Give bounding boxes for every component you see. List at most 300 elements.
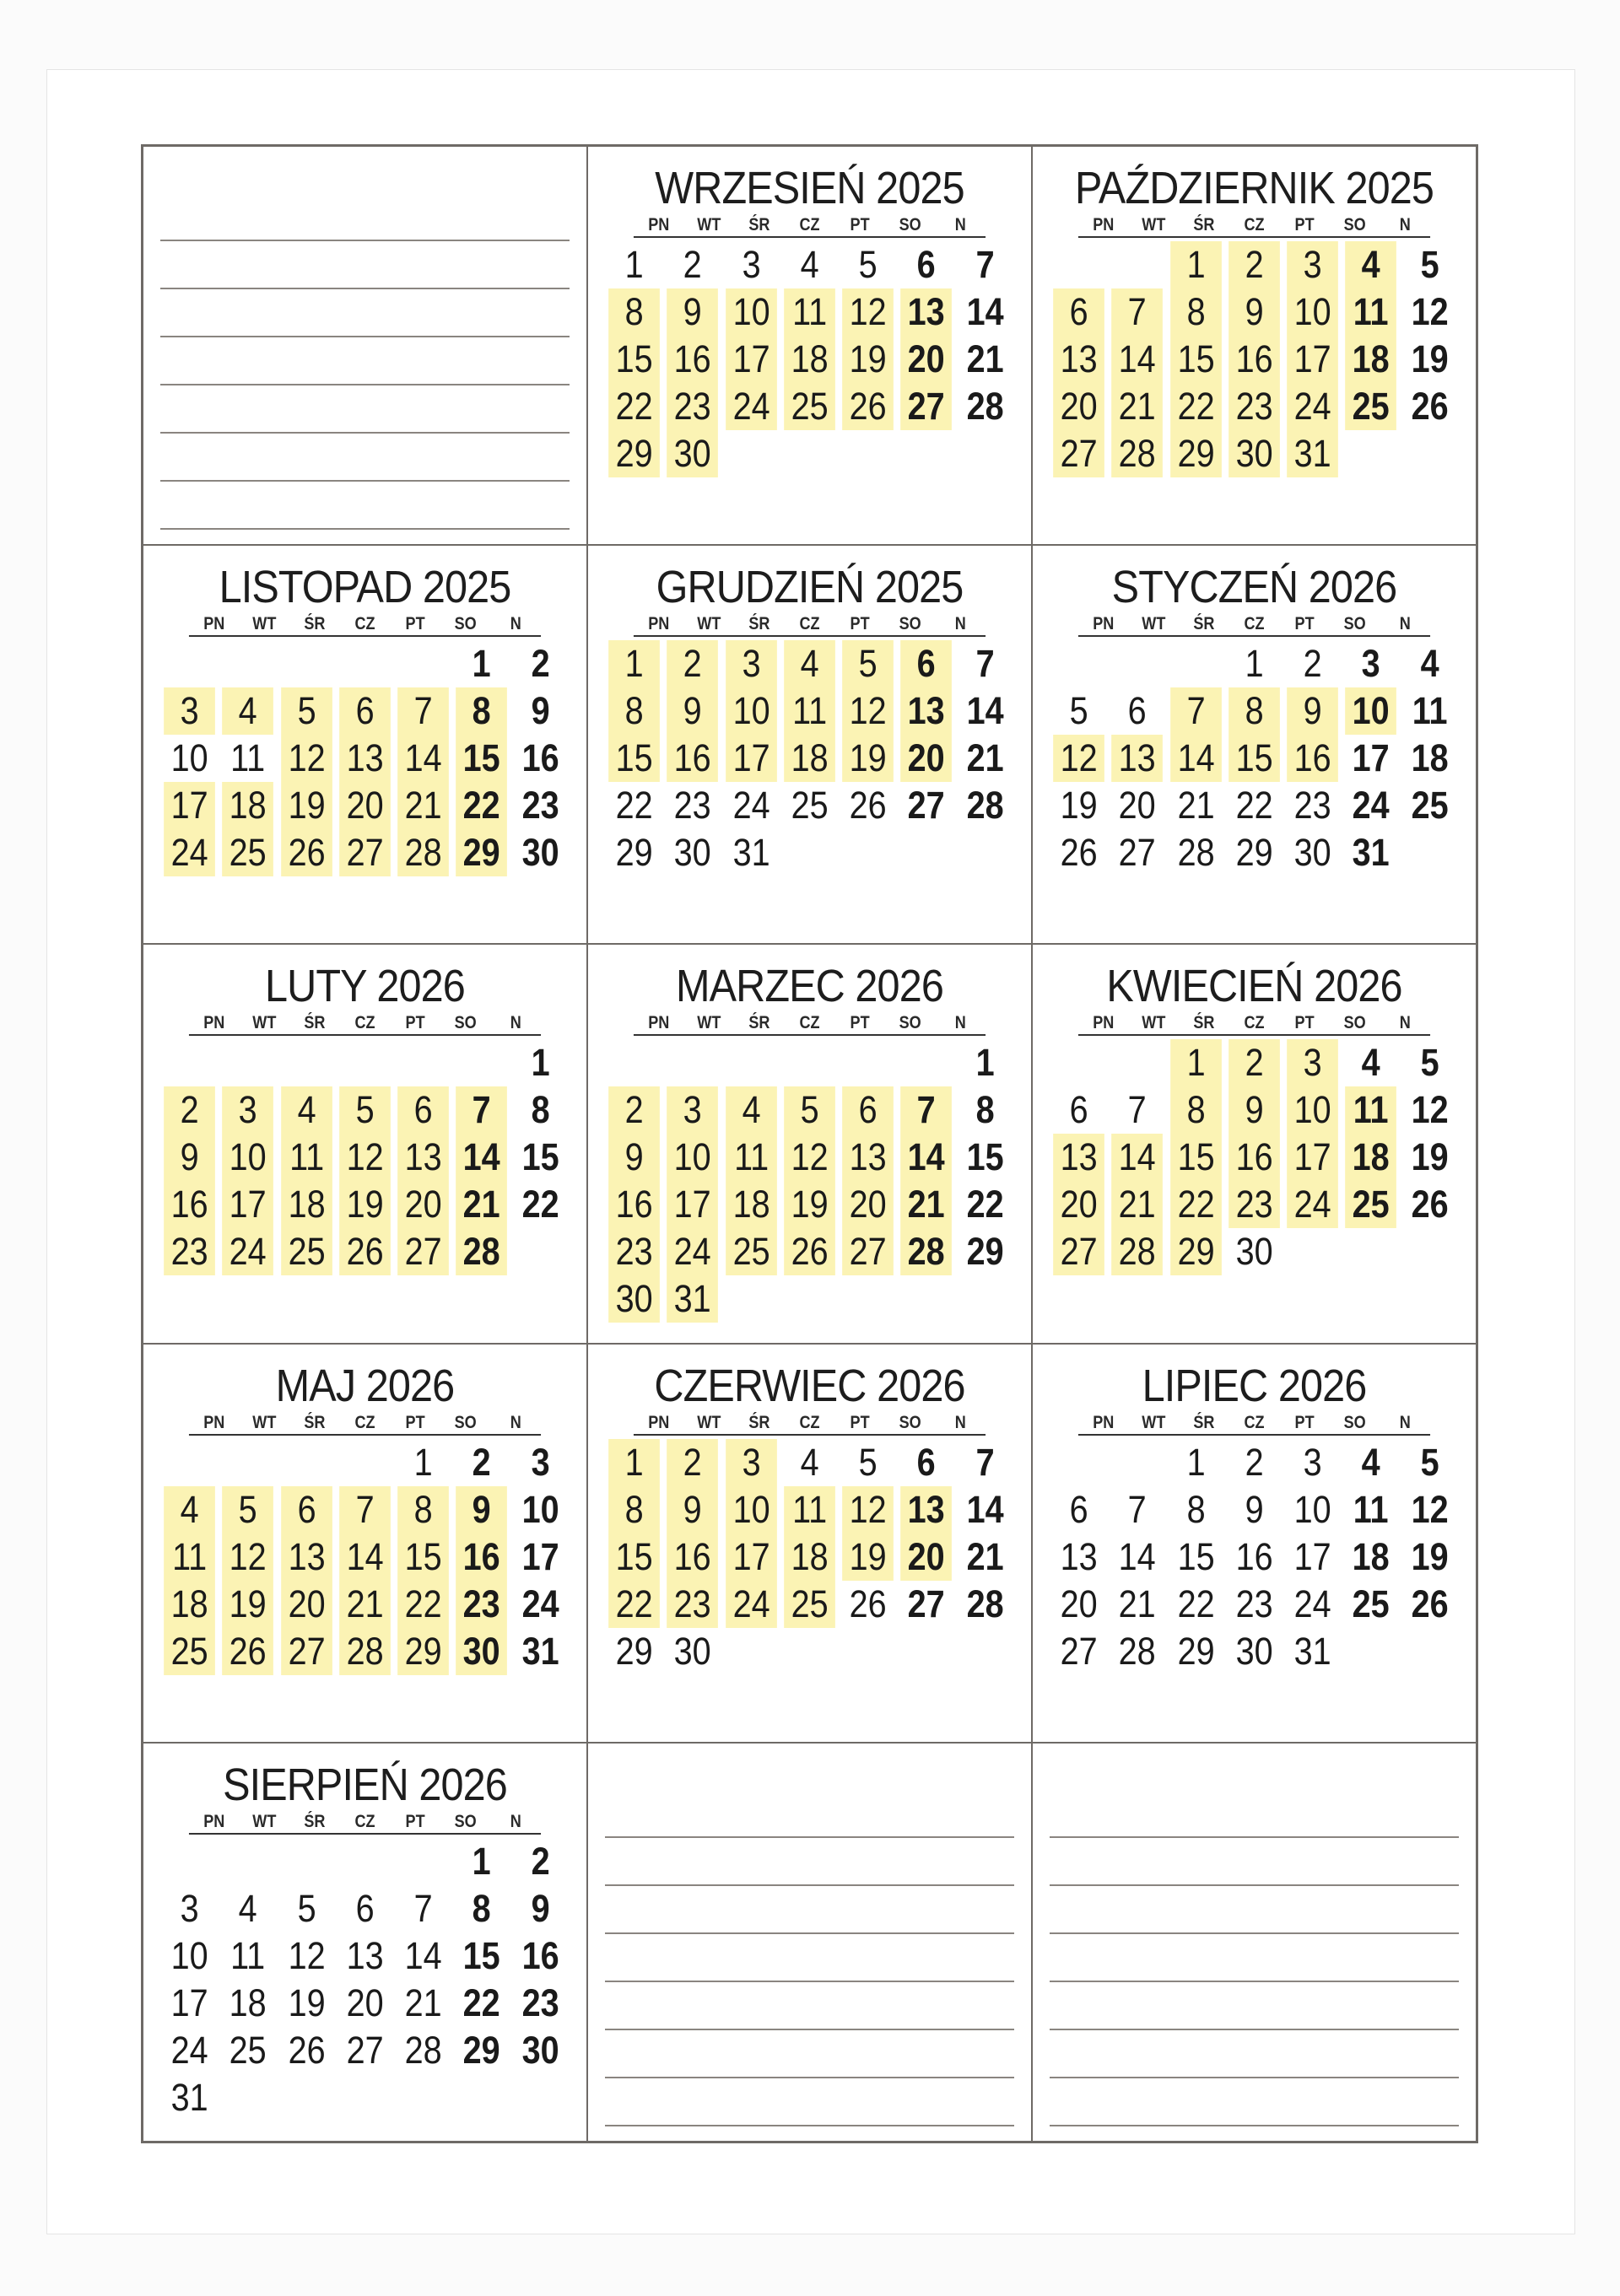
day-number: 29 (615, 831, 653, 875)
month-cell (143, 1344, 587, 1743)
day-number: 9 (667, 1486, 718, 1533)
weekday-label: N (510, 1412, 521, 1432)
day-number: 12 (222, 1533, 273, 1581)
weekday-label: WT (252, 1811, 277, 1831)
weekday-label: CZ (354, 614, 375, 634)
day-number: 3 (742, 243, 761, 286)
day-empty (784, 1039, 835, 1086)
day-number: 9 (456, 1486, 508, 1533)
month-calendar (160, 1759, 570, 2132)
day-number: 15 (608, 336, 660, 383)
day-number: 9 (1245, 1487, 1264, 1531)
day-number: 31 (1287, 430, 1338, 477)
day-number: 9 (1228, 1086, 1280, 1134)
day-empty (164, 1439, 215, 1486)
day-number: 23 (1228, 1181, 1280, 1228)
day-number: 28 (456, 1228, 508, 1275)
day-empty (222, 1439, 273, 1486)
day-number: 26 (784, 1228, 835, 1275)
day-number: 4 (726, 1086, 777, 1134)
day-empty (608, 1039, 660, 1086)
note-line (605, 1838, 1014, 1886)
month-cell (143, 1743, 587, 2142)
day-number: 20 (281, 1581, 332, 1628)
day-number: 19 (1060, 784, 1098, 827)
day-number: 17 (667, 1181, 718, 1228)
day-number: 10 (222, 1134, 273, 1181)
day-number: 13 (281, 1533, 332, 1581)
month-calendar (160, 561, 570, 935)
weekday-header (1078, 1012, 1430, 1036)
day-number: 24 (164, 829, 215, 876)
day-number: 3 (531, 1440, 550, 1484)
day-number: 6 (397, 1086, 449, 1134)
weekday-label: SO (454, 1412, 477, 1432)
day-number: 9 (531, 1886, 550, 1930)
day-number: 18 (229, 1981, 267, 2024)
day-empty (726, 1039, 777, 1086)
day-number: 13 (1053, 336, 1104, 383)
day-number: 16 (521, 1933, 559, 1977)
day-number: 25 (1346, 1181, 1397, 1228)
day-number: 2 (683, 243, 702, 286)
day-number: 8 (608, 687, 660, 735)
day-number: 17 (1287, 1134, 1338, 1181)
day-number: 14 (1170, 735, 1222, 782)
day-number: 6 (901, 640, 953, 687)
day-number: 15 (463, 1933, 501, 1977)
day-number: 23 (1228, 383, 1280, 430)
day-number: 7 (975, 642, 995, 686)
day-number: 2 (164, 1086, 215, 1134)
weekday-label: SO (1343, 614, 1366, 634)
weekday-label: CZ (799, 1412, 820, 1432)
day-number: 6 (917, 243, 937, 286)
day-number: 22 (1170, 383, 1222, 430)
day-number: 21 (966, 736, 1004, 780)
day-number: 14 (456, 1134, 508, 1181)
weekday-label: PN (648, 1013, 670, 1033)
day-number: 21 (456, 1181, 508, 1228)
day-number: 16 (164, 1181, 215, 1228)
day-number: 29 (966, 1230, 1004, 1274)
day-number: 30 (1235, 1230, 1273, 1274)
weekday-label: CZ (354, 1013, 375, 1033)
day-number: 7 (901, 1086, 953, 1134)
day-number: 15 (521, 1135, 559, 1179)
day-number: 18 (784, 336, 835, 383)
month-title: LISTOPAD 2025 (219, 562, 511, 613)
day-number: 17 (726, 1533, 777, 1581)
day-number: 7 (1170, 687, 1222, 735)
day-number: 4 (784, 640, 835, 687)
day-number: 12 (339, 1134, 391, 1181)
day-number: 3 (726, 1439, 777, 1486)
day-number: 31 (667, 1275, 718, 1323)
day-number: 16 (1235, 1534, 1273, 1578)
day-number: 4 (1420, 642, 1439, 686)
weekday-label: WT (1142, 1412, 1166, 1432)
day-number: 7 (456, 1086, 508, 1134)
day-number: 15 (1228, 735, 1280, 782)
days-grid (605, 241, 1014, 477)
day-number: 3 (180, 1886, 199, 1930)
day-number: 25 (281, 1228, 332, 1275)
weekday-header (189, 1012, 541, 1036)
day-number: 17 (1287, 336, 1338, 383)
day-number: 16 (667, 735, 718, 782)
month-cell (1032, 1344, 1477, 1743)
day-number: 12 (1411, 1487, 1449, 1531)
day-number: 15 (1177, 1534, 1215, 1578)
month-calendar (605, 561, 1014, 935)
days-grid (1050, 640, 1459, 876)
day-number: 19 (1411, 337, 1449, 380)
day-number: 10 (1293, 1487, 1331, 1531)
weekday-header (634, 613, 986, 637)
weekday-label: PT (850, 1412, 870, 1432)
month-cell (1032, 944, 1477, 1343)
day-number: 7 (975, 243, 995, 286)
day-number: 2 (608, 1086, 660, 1134)
days-grid (160, 1039, 570, 1275)
day-number: 17 (170, 1981, 208, 2024)
day-number: 27 (908, 784, 946, 827)
day-number: 12 (842, 288, 894, 336)
day-number: 22 (1177, 1582, 1215, 1625)
day-number: 18 (222, 782, 273, 829)
day-number: 14 (1118, 1534, 1156, 1578)
weekday-label: PT (405, 614, 425, 634)
notes-cell (143, 146, 587, 545)
day-number: 29 (1177, 1629, 1215, 1673)
day-empty (339, 1838, 391, 1885)
month-cell (587, 1344, 1032, 1743)
month-calendar (1050, 561, 1459, 935)
day-number: 20 (901, 336, 953, 383)
day-number: 25 (1411, 784, 1449, 827)
day-number: 16 (1228, 1134, 1280, 1181)
day-number: 18 (1411, 736, 1449, 780)
day-number: 22 (1235, 784, 1273, 827)
weekday-label: SO (899, 614, 921, 634)
note-line (605, 1982, 1014, 2030)
calendar-grid (141, 144, 1478, 2143)
month-title: CZERWIEC 2026 (654, 1360, 965, 1411)
day-number: 8 (531, 1088, 550, 1132)
day-number: 26 (288, 2028, 326, 2072)
weekday-label: WT (697, 1412, 721, 1432)
day-number: 15 (397, 1533, 449, 1581)
day-number: 17 (726, 336, 777, 383)
day-number: 13 (1053, 1134, 1104, 1181)
day-number: 10 (726, 288, 777, 336)
day-empty (842, 1039, 894, 1086)
day-number: 29 (1170, 1228, 1222, 1275)
weekday-label: SO (454, 614, 477, 634)
day-number: 13 (901, 687, 953, 735)
day-number: 23 (521, 784, 559, 827)
day-number: 12 (1411, 290, 1449, 333)
day-number: 17 (1293, 1534, 1331, 1578)
day-number: 26 (1060, 831, 1098, 875)
day-number: 4 (1346, 241, 1397, 288)
day-empty (222, 1039, 273, 1086)
day-number: 23 (164, 1228, 215, 1275)
day-number: 15 (1170, 336, 1222, 383)
weekday-header (189, 1811, 541, 1835)
day-number: 6 (1069, 1088, 1088, 1132)
day-number: 13 (346, 1933, 384, 1977)
day-number: 5 (784, 1086, 835, 1134)
day-number: 27 (1053, 430, 1104, 477)
day-number: 27 (339, 829, 391, 876)
weekday-label: N (1399, 1412, 1411, 1432)
day-number: 20 (397, 1181, 449, 1228)
day-number: 20 (1053, 383, 1104, 430)
day-empty (1111, 1439, 1163, 1486)
day-number: 19 (842, 1533, 894, 1581)
weekday-label: CZ (1244, 614, 1265, 634)
weekday-label: ŚR (748, 1013, 770, 1033)
day-empty (397, 640, 449, 687)
note-line (160, 482, 570, 530)
day-number: 28 (966, 1582, 1004, 1625)
day-number: 8 (608, 1486, 660, 1533)
day-number: 24 (170, 2028, 208, 2072)
day-number: 11 (230, 736, 266, 780)
note-line (1050, 1982, 1459, 2030)
day-number: 11 (1346, 288, 1397, 336)
day-number: 7 (975, 1440, 995, 1484)
day-empty (281, 1439, 332, 1486)
weekday-label: WT (252, 1412, 277, 1432)
note-line (1050, 1790, 1459, 1838)
weekday-label: CZ (799, 1013, 820, 1033)
day-number: 23 (667, 383, 718, 430)
day-number: 28 (397, 829, 449, 876)
day-number: 29 (608, 430, 660, 477)
day-number: 22 (397, 1581, 449, 1628)
weekday-header (1078, 613, 1430, 637)
day-empty (281, 1039, 332, 1086)
note-line (1050, 2078, 1459, 2126)
day-number: 16 (667, 1533, 718, 1581)
weekday-label: WT (697, 215, 721, 234)
day-number: 14 (1111, 336, 1163, 383)
day-number: 20 (1118, 784, 1156, 827)
day-number: 2 (1228, 241, 1280, 288)
day-number: 5 (1420, 1440, 1439, 1484)
weekday-label: CZ (1244, 215, 1265, 234)
day-number: 4 (164, 1486, 215, 1533)
day-number: 4 (800, 243, 819, 286)
day-number: 23 (1235, 1582, 1273, 1625)
weekday-label: ŚR (304, 1811, 326, 1831)
note-line (605, 1790, 1014, 1838)
day-number: 8 (1170, 1086, 1222, 1134)
day-number: 20 (842, 1181, 894, 1228)
weekday-label: PN (1093, 1412, 1115, 1432)
day-number: 19 (339, 1181, 391, 1228)
day-number: 31 (170, 2075, 208, 2119)
day-number: 25 (164, 1628, 215, 1675)
weekday-label: N (954, 1013, 966, 1033)
weekday-label: PN (203, 1412, 225, 1432)
day-number: 5 (297, 1886, 316, 1930)
day-number: 1 (624, 243, 644, 286)
day-number: 9 (1228, 288, 1280, 336)
weekday-header (1078, 1412, 1430, 1436)
weekday-label: CZ (799, 614, 820, 634)
day-number: 13 (842, 1134, 894, 1181)
days-grid (160, 1439, 570, 1675)
day-number: 4 (1362, 1440, 1381, 1484)
day-number: 20 (1053, 1181, 1104, 1228)
note-line (605, 2078, 1014, 2126)
day-number: 14 (397, 735, 449, 782)
day-number: 28 (1111, 430, 1163, 477)
note-line (605, 1934, 1014, 1982)
day-number: 27 (1118, 831, 1156, 875)
day-empty (1111, 640, 1163, 687)
day-number: 7 (413, 1886, 433, 1930)
day-number: 19 (842, 735, 894, 782)
day-number: 24 (1287, 1181, 1338, 1228)
weekday-label: ŚR (304, 1013, 326, 1033)
weekday-label: PT (850, 614, 870, 634)
day-number: 2 (472, 1440, 492, 1484)
day-number: 19 (1411, 1135, 1449, 1179)
day-number: 9 (1287, 687, 1338, 735)
day-number: 9 (667, 687, 718, 735)
day-empty (339, 1039, 391, 1086)
days-grid (1050, 1039, 1459, 1275)
day-number: 9 (667, 288, 718, 336)
weekday-label: ŚR (748, 1412, 770, 1432)
day-number: 6 (1127, 689, 1147, 733)
day-number: 17 (222, 1181, 273, 1228)
day-number: 18 (1353, 1534, 1390, 1578)
day-number: 1 (472, 1839, 492, 1883)
day-number: 17 (1353, 736, 1390, 780)
weekday-label: PN (203, 1811, 225, 1831)
notes-lines (1050, 1790, 1459, 2126)
day-number: 15 (608, 1533, 660, 1581)
days-grid (160, 1838, 570, 2121)
day-number: 1 (1186, 1440, 1206, 1484)
day-number: 29 (1235, 831, 1273, 875)
weekday-label: SO (1343, 215, 1366, 234)
day-number: 27 (397, 1228, 449, 1275)
day-number: 6 (842, 1086, 894, 1134)
month-cell (587, 545, 1032, 944)
day-number: 3 (1287, 1039, 1338, 1086)
weekday-label: PT (1294, 1013, 1315, 1033)
day-number: 23 (608, 1228, 660, 1275)
day-number: 27 (281, 1628, 332, 1675)
day-number: 8 (975, 1088, 995, 1132)
day-empty (397, 1039, 449, 1086)
day-number: 21 (1177, 784, 1215, 827)
day-number: 27 (908, 1582, 946, 1625)
day-number: 4 (281, 1086, 332, 1134)
day-number: 13 (901, 1486, 953, 1533)
month-cell (143, 944, 587, 1343)
month-title: MAJ 2026 (275, 1360, 455, 1411)
note-line (160, 434, 570, 482)
day-number: 1 (413, 1440, 433, 1484)
day-number: 7 (1111, 288, 1163, 336)
weekday-label: WT (697, 614, 721, 634)
weekday-label: SO (899, 215, 921, 234)
days-grid (605, 1439, 1014, 1675)
weekday-header (1078, 214, 1430, 238)
month-calendar (605, 1360, 1014, 1733)
day-number: 23 (521, 1981, 559, 2024)
days-grid (1050, 241, 1459, 477)
day-number: 18 (1346, 336, 1397, 383)
day-number: 11 (1412, 689, 1448, 733)
day-number: 25 (1346, 383, 1397, 430)
day-number: 13 (397, 1134, 449, 1181)
day-number: 19 (842, 336, 894, 383)
day-number: 10 (521, 1487, 559, 1531)
day-number: 24 (667, 1228, 718, 1275)
weekday-label: PN (1093, 1013, 1115, 1033)
day-number: 16 (608, 1181, 660, 1228)
note-line (1050, 1934, 1459, 1982)
day-number: 21 (404, 1981, 442, 2024)
day-number: 28 (966, 385, 1004, 428)
day-number: 8 (397, 1486, 449, 1533)
day-number: 26 (281, 829, 332, 876)
day-number: 14 (966, 689, 1004, 733)
day-number: 30 (521, 831, 559, 875)
day-number: 20 (1060, 1582, 1098, 1625)
day-empty (1053, 640, 1104, 687)
day-number: 25 (784, 383, 835, 430)
day-empty (667, 1039, 718, 1086)
day-number: 24 (1353, 784, 1390, 827)
day-number: 19 (222, 1581, 273, 1628)
day-number: 11 (784, 1486, 835, 1533)
day-number: 18 (784, 735, 835, 782)
day-number: 31 (732, 831, 770, 875)
day-number: 31 (521, 1629, 559, 1673)
day-number: 3 (222, 1086, 273, 1134)
weekday-label: ŚR (748, 215, 770, 234)
day-number: 27 (901, 383, 953, 430)
day-number: 23 (1293, 784, 1331, 827)
day-number: 26 (1411, 1582, 1449, 1625)
day-number: 5 (842, 640, 894, 687)
day-number: 6 (917, 1440, 937, 1484)
weekday-label: PN (1093, 614, 1115, 634)
day-number: 27 (842, 1228, 894, 1275)
day-number: 30 (673, 1629, 711, 1673)
day-number: 2 (531, 1839, 550, 1883)
day-number: 6 (1069, 1487, 1088, 1531)
day-number: 10 (1287, 288, 1338, 336)
note-line (160, 241, 570, 289)
day-number: 1 (975, 1041, 995, 1085)
weekday-label: WT (1142, 614, 1166, 634)
day-empty (1053, 1439, 1104, 1486)
weekday-label: PT (850, 215, 870, 234)
day-number: 19 (784, 1181, 835, 1228)
note-line (160, 385, 570, 434)
